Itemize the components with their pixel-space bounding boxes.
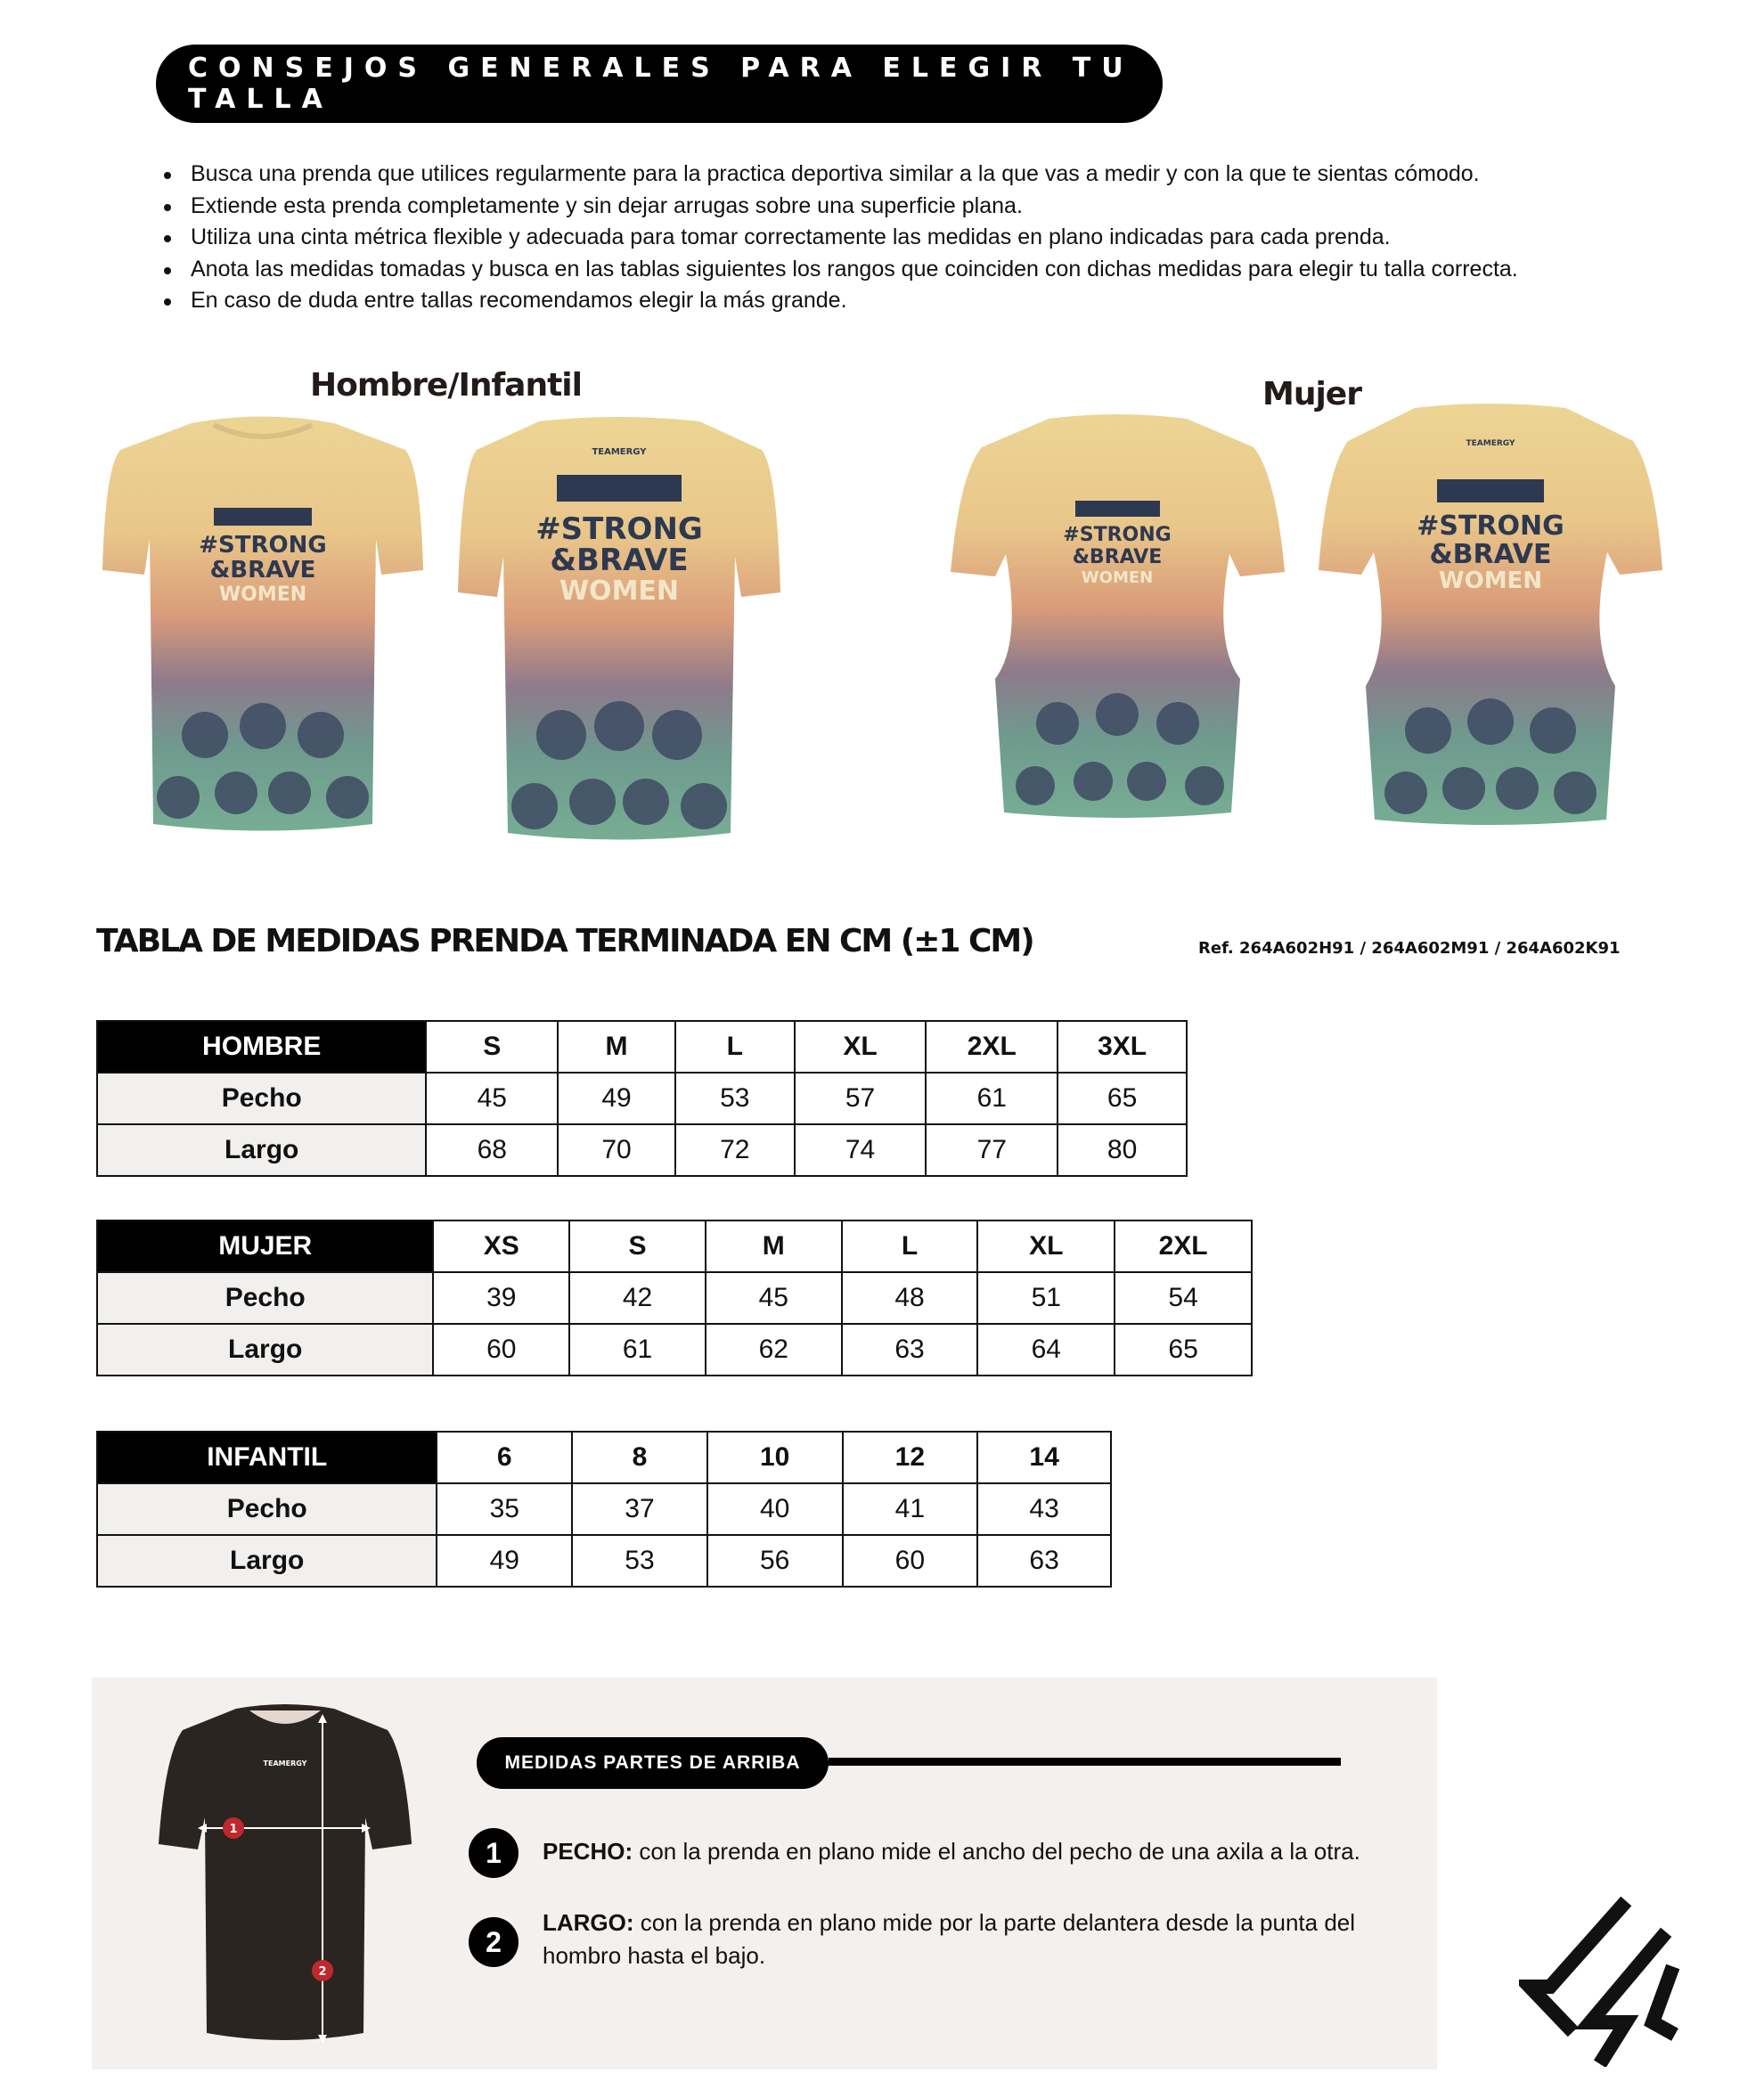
step-number: 1 bbox=[486, 1836, 502, 1869]
size-header: 2XL bbox=[1115, 1221, 1252, 1272]
table-cell: 65 bbox=[1115, 1324, 1252, 1376]
table-cell: 61 bbox=[926, 1073, 1058, 1124]
table-cell: 35 bbox=[437, 1483, 572, 1535]
men-shirt-front-image bbox=[98, 414, 428, 837]
size-header: XS bbox=[433, 1221, 569, 1272]
table-label: INFANTIL bbox=[97, 1432, 437, 1483]
table-cell: 70 bbox=[558, 1124, 675, 1176]
table-cell: 56 bbox=[707, 1535, 843, 1587]
size-header: 3XL bbox=[1058, 1021, 1187, 1073]
tip-item: Extiende esta prenda completamente y sin dejar arrugas sobre una superficie plana. bbox=[187, 191, 1518, 223]
step-term: LARGO: bbox=[543, 1909, 634, 1936]
table-label: MUJER bbox=[97, 1221, 433, 1272]
shirt-print-line1: #STRONG bbox=[1417, 510, 1564, 542]
size-header: M bbox=[558, 1021, 675, 1073]
shirt-print-line1: #STRONG bbox=[535, 511, 703, 547]
men-shirt-back-image bbox=[454, 414, 784, 846]
shirt-print-line2: &BRAVE bbox=[1429, 539, 1552, 570]
shirt-print-line3: WOMEN bbox=[1081, 568, 1154, 587]
shirt-print-line2: &BRAVE bbox=[209, 557, 316, 584]
size-header: L bbox=[675, 1021, 795, 1073]
table-header-row bbox=[97, 1021, 1187, 1073]
row-label: Largo bbox=[97, 1324, 433, 1376]
table-cell: 45 bbox=[426, 1073, 558, 1124]
table-row bbox=[97, 1124, 1187, 1176]
table-cell: 43 bbox=[977, 1483, 1111, 1535]
size-header: 6 bbox=[437, 1432, 572, 1483]
table-cell: 60 bbox=[433, 1324, 569, 1376]
shirt-print-line1: #STRONG bbox=[1063, 524, 1172, 546]
size-header: XL bbox=[977, 1221, 1115, 1272]
step-term: PECHO: bbox=[543, 1838, 633, 1865]
step-2-badge bbox=[469, 1917, 519, 1967]
table-cell: 49 bbox=[558, 1073, 675, 1124]
women-shirt-front-image bbox=[946, 412, 1289, 821]
tip-item: Utiliza una cinta métrica flexible y adecuada para tomar correctamente las medidas en plano indicadas para cada prenda. bbox=[187, 222, 1518, 254]
measurement-diagram bbox=[151, 1702, 419, 2053]
table-cell: 42 bbox=[569, 1272, 706, 1324]
step-2-text bbox=[543, 1906, 1398, 1972]
tip-item: Busca una prenda que utilices regularmente para la practica deportiva similar a la que vas a medir y con la que te sientas cómodo. bbox=[187, 159, 1518, 191]
table-cell: 60 bbox=[843, 1535, 978, 1587]
section-divider bbox=[829, 1758, 1341, 1766]
table-cell: 40 bbox=[707, 1483, 843, 1535]
shirt-print-line3: WOMEN bbox=[1438, 567, 1543, 594]
shirt-brand-label: TEAMERGY bbox=[1466, 439, 1515, 448]
women-shirt-back-image bbox=[1317, 401, 1664, 829]
table-row bbox=[97, 1483, 1111, 1535]
size-table-title: TABLA DE MEDIDAS PRENDA TERMINADA EN CM (±1 CM) bbox=[96, 923, 1033, 959]
banner-title: CONSEJOS GENERALES PARA ELEGIR TU TALLA bbox=[188, 53, 1134, 115]
men-kids-label: Hombre/Infantil bbox=[310, 367, 582, 404]
table-row bbox=[97, 1535, 1111, 1587]
table-cell: 39 bbox=[433, 1272, 569, 1324]
tips-list bbox=[187, 159, 1518, 317]
size-header: L bbox=[842, 1221, 978, 1272]
diagram-marker-2: 2 bbox=[318, 1965, 327, 1979]
shirt-print-line1: #STRONG bbox=[199, 532, 327, 559]
row-label: Pecho bbox=[97, 1073, 426, 1124]
table-cell: 61 bbox=[569, 1324, 706, 1376]
women-label: Mujer bbox=[1262, 376, 1361, 412]
size-header: 10 bbox=[707, 1432, 843, 1483]
table-cell: 41 bbox=[843, 1483, 978, 1535]
tip-item: En caso de duda entre tallas recomendamos elegir la más grande. bbox=[187, 285, 1518, 317]
tips-banner bbox=[156, 45, 1163, 123]
table-row bbox=[97, 1324, 1252, 1376]
table-cell: 48 bbox=[842, 1272, 978, 1324]
shirt-print-line3: WOMEN bbox=[218, 584, 307, 606]
shirt-print-line3: WOMEN bbox=[559, 576, 680, 607]
size-header: 14 bbox=[977, 1432, 1111, 1483]
step-number: 2 bbox=[486, 1925, 502, 1958]
table-cell: 68 bbox=[426, 1124, 558, 1176]
size-header: S bbox=[426, 1021, 558, 1073]
size-table-infantil bbox=[96, 1431, 1112, 1588]
step-1-text bbox=[543, 1835, 1389, 1868]
table-cell: 53 bbox=[572, 1535, 707, 1587]
size-header: M bbox=[706, 1221, 842, 1272]
table-cell: 64 bbox=[977, 1324, 1115, 1376]
size-header: 8 bbox=[572, 1432, 707, 1483]
table-cell: 45 bbox=[706, 1272, 842, 1324]
tip-item: Anota las medidas tomadas y busca en las tablas siguientes los rangos que coinciden con dichas medidas para elegir tu talla correcta. bbox=[187, 254, 1518, 286]
size-table-hombre bbox=[96, 1020, 1188, 1177]
table-cell: 63 bbox=[977, 1535, 1111, 1587]
row-label: Pecho bbox=[97, 1483, 437, 1535]
step-description: con la prenda en plano mide por la parte delantera desde la punta del hombro hasta el bajo. bbox=[543, 1909, 1356, 1969]
product-reference: Ref. 264A602H91 / 264A602M91 / 264A602K91 bbox=[1198, 939, 1621, 958]
table-header-row bbox=[97, 1432, 1111, 1483]
table-cell: 74 bbox=[795, 1124, 927, 1176]
size-header: 12 bbox=[843, 1432, 978, 1483]
table-cell: 37 bbox=[572, 1483, 707, 1535]
diagram-brand-label: TEAMERGY bbox=[263, 1759, 307, 1768]
table-cell: 51 bbox=[977, 1272, 1115, 1324]
table-cell: 72 bbox=[675, 1124, 795, 1176]
shirt-print-line2: &BRAVE bbox=[550, 543, 689, 578]
size-table-mujer bbox=[96, 1220, 1253, 1376]
step-description: con la prenda en plano mide el ancho del pecho de una axila a la otra. bbox=[633, 1838, 1360, 1865]
size-header: S bbox=[569, 1221, 706, 1272]
row-label: Pecho bbox=[97, 1272, 433, 1324]
size-header: XL bbox=[795, 1021, 927, 1073]
table-cell: 63 bbox=[842, 1324, 978, 1376]
step-1-badge bbox=[469, 1828, 519, 1878]
measure-section-title bbox=[477, 1737, 829, 1789]
table-cell: 57 bbox=[795, 1073, 927, 1124]
brand-logo bbox=[1519, 1889, 1684, 2067]
shirt-print-line2: &BRAVE bbox=[1072, 546, 1163, 568]
table-cell: 49 bbox=[437, 1535, 572, 1587]
table-cell: 53 bbox=[675, 1073, 795, 1124]
table-cell: 77 bbox=[926, 1124, 1058, 1176]
row-label: Largo bbox=[97, 1535, 437, 1587]
table-cell: 54 bbox=[1115, 1272, 1252, 1324]
table-cell: 65 bbox=[1058, 1073, 1187, 1124]
table-cell: 80 bbox=[1058, 1124, 1187, 1176]
table-label: HOMBRE bbox=[97, 1021, 426, 1073]
diagram-marker-1: 1 bbox=[229, 1823, 238, 1836]
row-label: Largo bbox=[97, 1124, 426, 1176]
table-row bbox=[97, 1073, 1187, 1124]
size-header: 2XL bbox=[926, 1021, 1058, 1073]
measure-title-text: MEDIDAS PARTES DE ARRIBA bbox=[504, 1752, 801, 1773]
shirt-brand-label: TEAMERGY bbox=[592, 447, 647, 457]
table-cell: 62 bbox=[706, 1324, 842, 1376]
table-header-row bbox=[97, 1221, 1252, 1272]
table-row bbox=[97, 1272, 1252, 1324]
